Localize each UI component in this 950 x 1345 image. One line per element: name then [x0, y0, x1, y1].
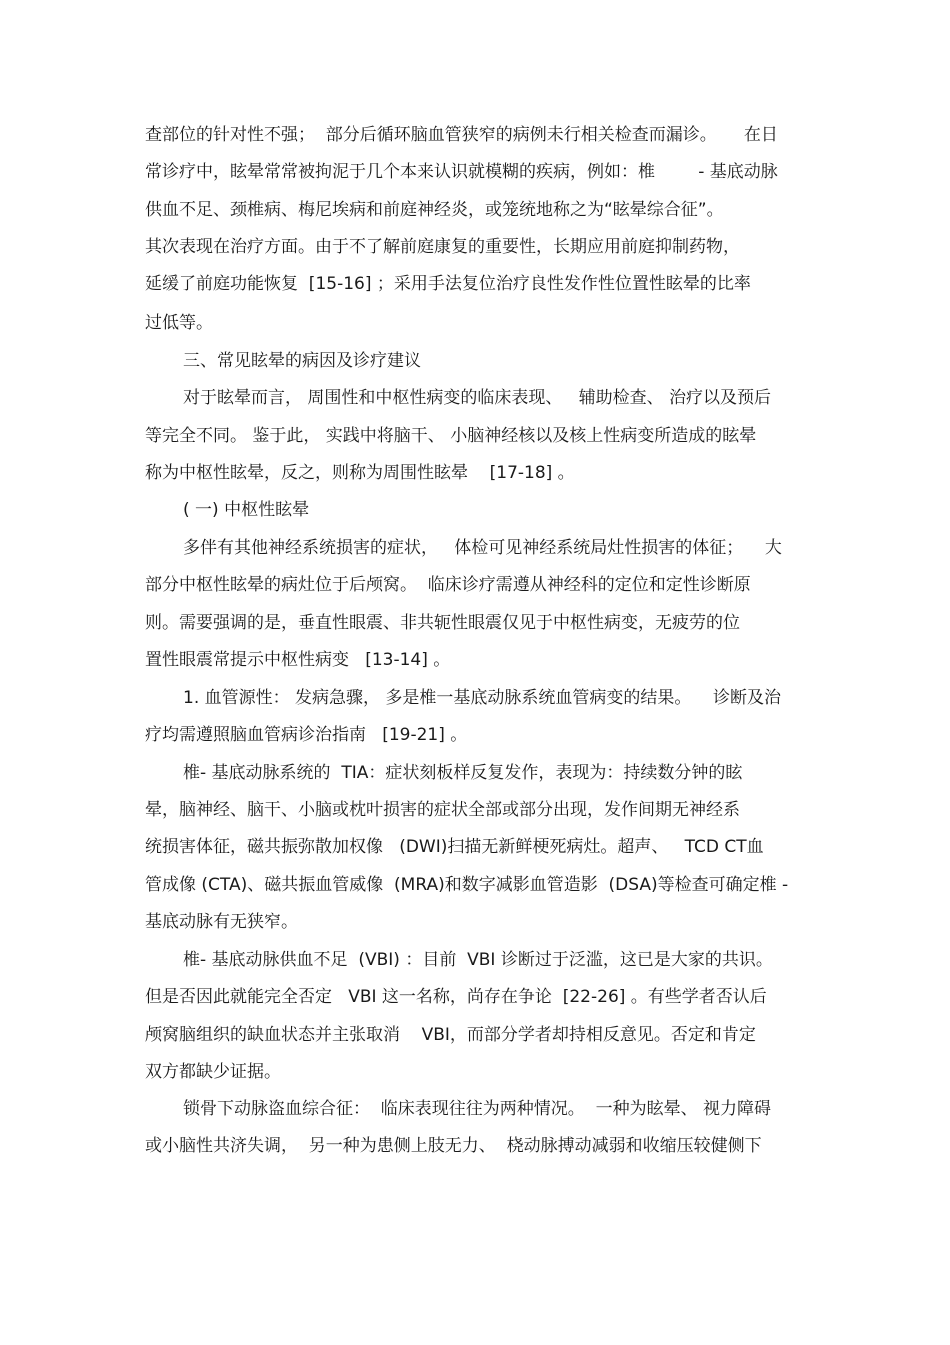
body-text-line: 椎- 基底动脉供血不足 (VBI) ：目前 VBI 诊断过于泛滥，这已是大家的共识。: [183, 950, 773, 970]
body-text-line: 则。需要强调的是，垂直性眼震、非共轭性眼震仅见于中枢性病变，无疲劳的位: [145, 613, 740, 633]
body-text-line: 统损害体征，磁共振弥散加权像 (DWI)扫描无新鲜梗死病灶。超声、 TCD CT血: [145, 837, 764, 857]
body-text-line: 延缓了前庭功能恢复 [15-16] ；采用手法复位治疗良性发作性位置性眩晕的比率: [145, 274, 751, 294]
body-text-line: 部分中枢性眩晕的病灶位于后颅窝。 临床诊疗需遵从神经科的定位和定性诊断原: [145, 575, 751, 595]
body-text-line: 对于眩晕而言， 周围性和中枢性病变的临床表现、 辅助检查、 治疗以及预后: [183, 388, 772, 408]
subsection-heading: ( 一) 中枢性眩晕: [183, 500, 310, 520]
body-text-line: 或小脑性共济失调， 另一种为患侧上肢无力、 桡动脉搏动减弱和收缩压较健侧下: [145, 1136, 762, 1156]
body-text-line: 但是否因此就能完全否定 VBI 这一名称，尚存在争论 [22-26] 。有些学者否认后: [145, 987, 767, 1007]
body-text-line: 过低等。: [145, 313, 213, 333]
body-text-line: 管成像 (CTA)、磁共振血管威像 (MRA)和数字减影血管造影 (DSA)等检查可确定椎 -: [145, 875, 789, 895]
body-text-line: 置性眼震常提示中枢性病变 [13-14] 。: [145, 650, 451, 670]
body-text-line: 查部位的针对性不强； 部分后循环脑血管狭窄的病例未行相关检查而漏诊。 在日: [145, 125, 778, 145]
body-text-line: 多伴有其他神经系统损害的症状， 体检可见神经系统局灶性损害的体征； 大: [183, 538, 782, 558]
body-text-line: 等完全不同。 鉴于此， 实践中将脑干、 小脑神经核以及核上性病变所造成的眩晕: [145, 426, 757, 446]
body-text-line: 双方都缺少证据。: [145, 1062, 281, 1082]
body-text-line: 供血不足、颈椎病、梅尼埃病和前庭神经炎，或笼统地称之为“眩晕综合征”。: [145, 200, 724, 220]
body-text-line: 称为中枢性眩晕，反之，则称为周围性眩晕 [17-18] 。: [145, 463, 575, 483]
body-text-line: 基底动脉有无狭窄。: [145, 912, 298, 932]
body-text-line: 锁骨下动脉盗血综合征： 临床表现往往为两种情况。 一种为眩晕、 视力障碍: [183, 1099, 772, 1119]
body-text-line: 常诊疗中，眩晕常常被拘泥于几个本来认识就模糊的疾病，例如：椎 - 基底动脉: [145, 162, 778, 182]
body-text-line: 晕，脑神经、脑干、小脑或枕叶损害的症状全部或部分出现，发作间期无神经系: [145, 800, 740, 820]
body-text-line: 疗均需遵照脑血管病诊治指南 [19-21] 。: [145, 725, 468, 745]
section-heading: 三、常见眩晕的病因及诊疗建议: [183, 351, 421, 371]
body-text-line: 1. 血管源性： 发病急骤， 多是椎一基底动脉系统血管病变的结果。 诊断及治: [183, 688, 782, 708]
body-text-line: 颅窝脑组织的缺血状态并主张取消 VBI，而部分学者却持相反意见。否定和肯定: [145, 1025, 756, 1045]
body-text-line: 其次表现在治疗方面。由于不了解前庭康复的重要性，长期应用前庭抑制药物，: [145, 237, 740, 257]
body-text-line: 椎- 基底动脉系统的 TIA：症状刻板样反复发作，表现为：持续数分钟的眩: [183, 763, 743, 783]
